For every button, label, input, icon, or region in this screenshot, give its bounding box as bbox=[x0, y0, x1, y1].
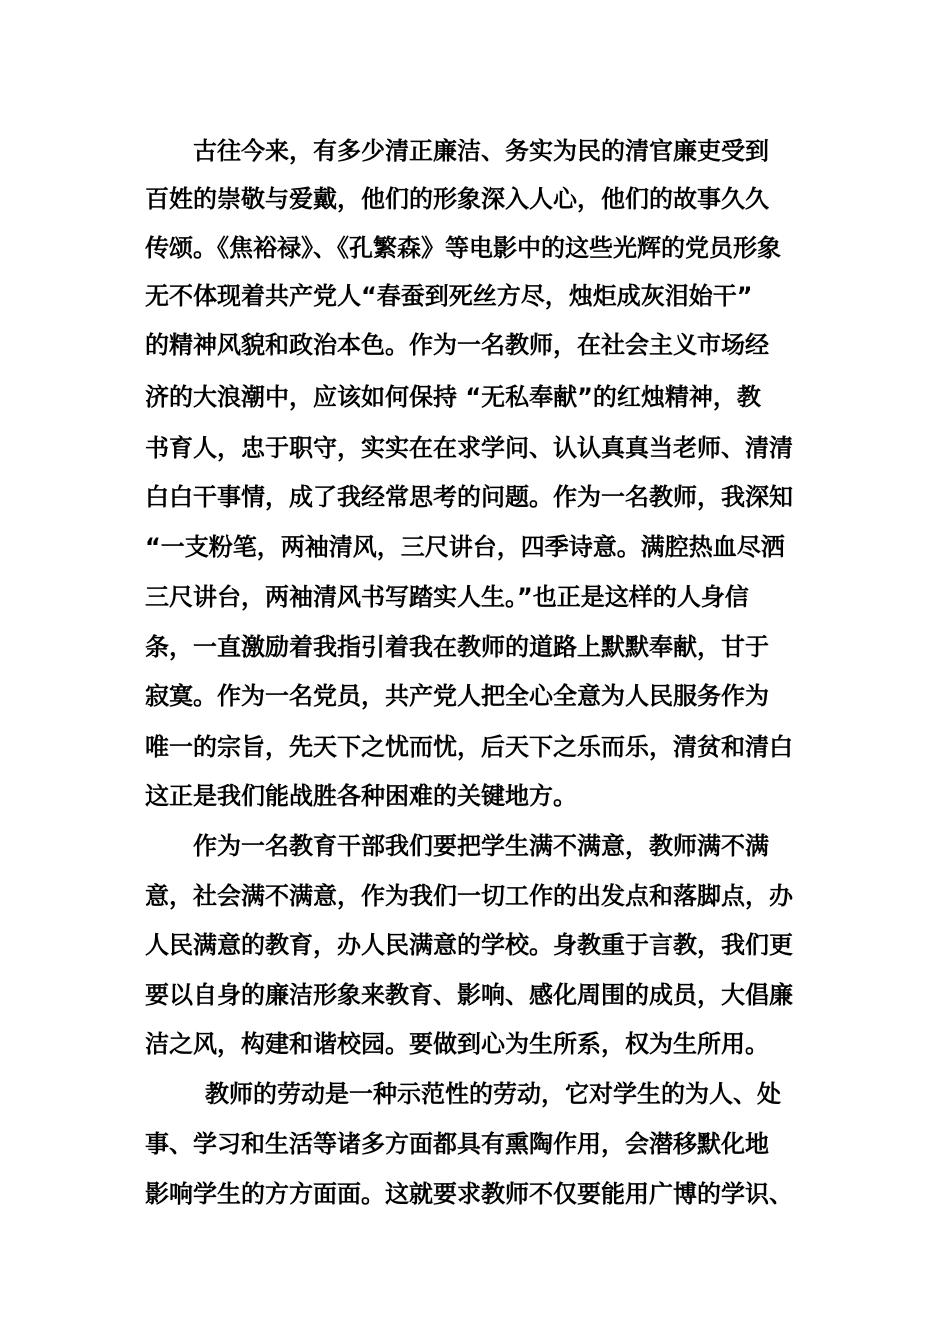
text-line: 教师的劳动是一种示范性的劳动，它对学生的为人、处 bbox=[205, 1080, 781, 1108]
text-line: 书育人，忠于职守，实实在在求学问、认认真真当老师、清清 bbox=[145, 434, 793, 462]
text-line: 寂寞。作为一名党员，共产党人把全心全意为人民服务作为 bbox=[145, 682, 769, 710]
text-line: 传颂。《焦裕禄》、《孔繁森》等电影中的这些光辉的党员形象 bbox=[145, 234, 781, 262]
text-line: 意，社会满不满意，作为我们一切工作的出发点和落脚点，办 bbox=[145, 882, 793, 910]
text-line: 事、学习和生活等诸多方面都具有熏陶作用，会潜移默化地 bbox=[145, 1130, 769, 1158]
text-line: 人民满意的教育，办人民满意的学校。身教重于言教，我们更 bbox=[145, 931, 793, 959]
text-line: 三尺讲台，两袖清风书写踏实人生。”也正是这样的人身信 bbox=[145, 583, 749, 611]
text-line: 济的大浪潮中，应该如何保持 “无私奉献”的红烛精神，教 bbox=[145, 383, 761, 411]
text-line: 条，一直激励着我指引着我在教师的道路上默默奉献，甘于 bbox=[145, 633, 769, 661]
text-line: 无不体现着共产党人“春蚕到死丝方尽，烛炬成灰泪始干” bbox=[145, 282, 753, 310]
text-line: 白白干事情，成了我经常思考的问题。作为一名教师，我深知 bbox=[145, 483, 793, 511]
text-line: 古往今来，有多少清正廉洁、务实为民的清官廉吏受到 bbox=[193, 137, 769, 165]
text-line: 作为一名教育干部我们要把学生满不满意，教师满不满 bbox=[193, 832, 769, 860]
text-line: 百姓的崇敬与爱戴，他们的形象深入人心，他们的故事久久 bbox=[145, 185, 769, 213]
text-line: 的精神风貌和政治本色。作为一名教师，在社会主义市场经 bbox=[145, 331, 769, 359]
text-line: 唯一的宗旨，先天下之忧而忧，后天下之乐而乐，清贫和清白 bbox=[145, 733, 793, 761]
text-line: 影响学生的方方面面。这就要求教师不仅要能用广博的学识、 bbox=[145, 1180, 793, 1208]
text-line: “一支粉笔，两袖清风，三尺讲台，四季诗意。满腔热血尽洒 bbox=[145, 533, 785, 561]
text-line: 这正是我们能战胜各种困难的关键地方。 bbox=[145, 782, 577, 810]
text-line: 洁之风，构建和谐校园。要做到心为生所系，权为生所用。 bbox=[145, 1030, 769, 1058]
text-line: 要以自身的廉洁形象来教育、影响、感化周围的成员，大倡廉 bbox=[145, 981, 793, 1009]
